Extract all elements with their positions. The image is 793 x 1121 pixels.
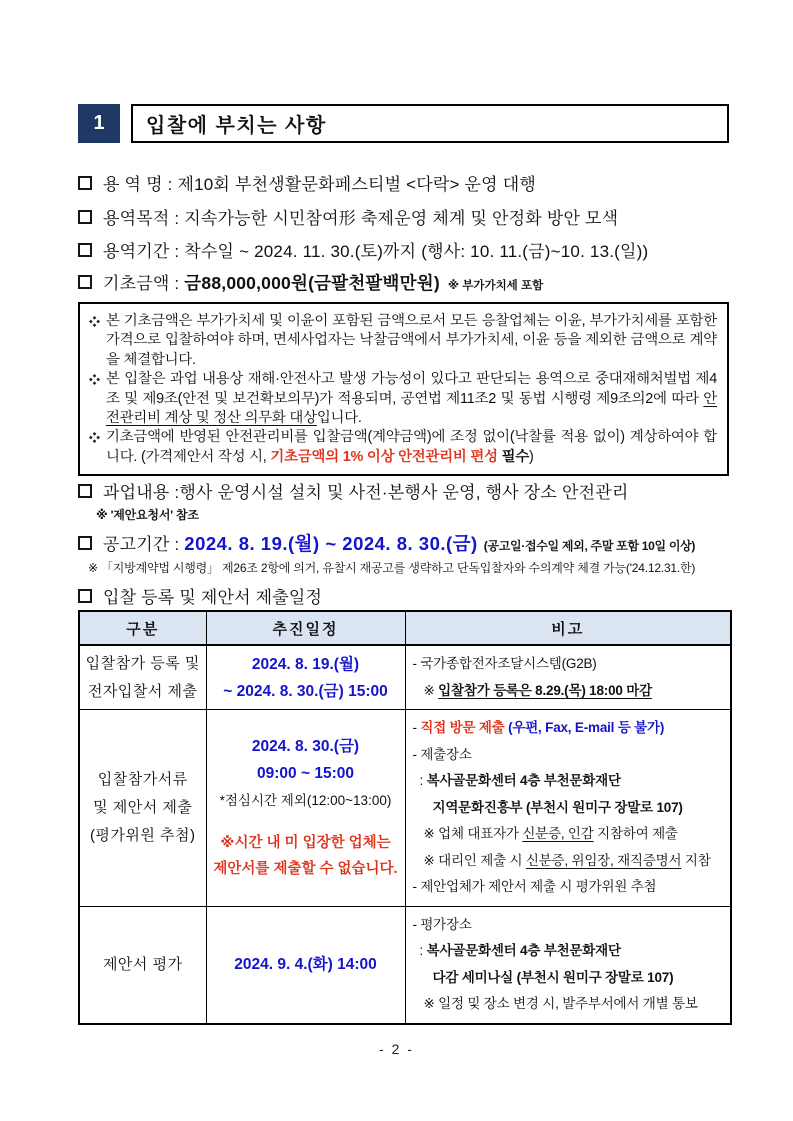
no-mail-note: (우편, Fax, E-mail 등 불가) [504, 720, 665, 735]
square-bullet-icon [78, 243, 92, 257]
required-documents: 신분증, 인감 [522, 826, 594, 841]
remark-line: - 제출장소 [412, 746, 472, 762]
notice-text-segment: 기초금액에 반영된 안전관리비를 입찰금액(계약금액)에 조정 없이(낙찰률 적용 없이) 계상하여야 합니다. (가격제안서 작성 시, [106, 429, 717, 465]
cell-category [79, 645, 206, 710]
square-bullet-icon [78, 589, 92, 603]
remark-line [413, 821, 727, 848]
notice-bold-segment: 필수 [497, 448, 530, 465]
cell-category [79, 906, 206, 1024]
cell-remark [405, 710, 731, 907]
remark-segment: 지참하여 제출 [593, 826, 678, 841]
late-entry-warning [208, 830, 404, 882]
notice-text [106, 428, 717, 467]
field-label: 용역목적 [103, 209, 170, 228]
warning-line: ※시간 내 미 입장한 업체는 [220, 835, 391, 852]
vat-note: ※ 부가가치세 포함 [447, 280, 544, 292]
schedule-table [78, 610, 732, 1025]
colon-marker: : [419, 773, 427, 788]
announcement-legal-note: ※ 「지방계약법 시행령」 제26조 2항에 의거, 유찰시 재공고를 생략하고 단독입찰자와 수의계약 체결 가능('24.12.31.한) [88, 561, 696, 575]
notice-box [78, 302, 729, 476]
field-service-name [78, 170, 778, 195]
submission-place: 복사골문화센터 4층 부천문화재단 [426, 773, 621, 788]
notice-text [106, 370, 717, 428]
dash-marker: - [412, 720, 421, 735]
field-separator: : [169, 535, 185, 554]
table-row-registration [79, 645, 731, 710]
notice-red-segment: 기초금액의 1% 이상 안전관리비 편성 [270, 448, 498, 465]
field-label: 기초금액 [103, 274, 170, 293]
announcement-suffix: (공고일·접수일 제외, 주말 포함 10일 이상) [483, 539, 696, 553]
col-header-category: 구분 [79, 611, 206, 645]
remark-line: - 평가장소 [412, 916, 472, 932]
notice-text-segment: 본 입찰은 과업 내용상 재해·안전사고 발생 가능성이 있다고 판단되는 용역으로 중대재해처벌법 제4조 및 제9조(안전 및 보건확보의무)가 적용되며, 공연법 제11조2 및 동법 시행령 제9조의2에 따라 [106, 371, 717, 407]
remark-line [413, 768, 727, 795]
cell-remark [405, 645, 731, 710]
field-separator: : [169, 483, 180, 502]
work-reference-note: ※ '제안요청서' 참조 [96, 508, 199, 522]
remark-line [413, 678, 727, 705]
evaluation-place: 복사골문화센터 4층 부천문화재단 [426, 943, 621, 958]
notice-text-segment: ) [529, 448, 534, 465]
reference-mark: ※ [423, 682, 439, 698]
field-label: 과업내용 [103, 483, 170, 502]
deadline-note: 입찰참가 등록은 8.29.(목) 18:00 마감 [438, 682, 652, 698]
field-value: 착수일 ~ 2024. 11. 30.(토)까지 (행사: 10. 11.(금)~10. 13.(일)) [184, 242, 649, 261]
square-bullet-icon [78, 210, 92, 224]
remark-segment: 지참 [681, 852, 711, 868]
field-label: 용역기간 [103, 242, 170, 261]
square-bullet-icon [78, 536, 92, 550]
category-line: 제안서 평가 [102, 955, 183, 973]
square-bullet-icon [78, 484, 92, 498]
remark-line [413, 965, 727, 992]
square-bullet-icon [78, 176, 92, 190]
diamond-bullet-icon [89, 374, 100, 385]
notice-underlined-segment: 안전관리비 계상 및 정산 의무화 대상 [106, 390, 717, 427]
remark-line [413, 938, 727, 965]
field-separator: : [169, 274, 185, 293]
notice-text: 본 기초금액은 부가가치세 및 이윤이 포함된 금액으로서 모든 응찰업체는 이윤, 부가가치세를 포함한 가격으로 입찰하여야 하며, 면세사업자는 낙찰금액에서 부가가치세, 이윤 등을 제외한 금액으로 계약을 체결합니다. [106, 313, 717, 368]
submission-place-address: 지역문화진흥부 (부천시 원미구 장말로 107) [432, 799, 683, 815]
remark-line: - 국가종합전자조달시스템(G2B) [412, 656, 597, 671]
field-separator: : [162, 175, 178, 194]
cell-remark [405, 906, 731, 1024]
proxy-required-documents: 신분증, 위임장, 재직증명서 [525, 852, 682, 868]
cell-schedule [206, 710, 405, 907]
colon-marker: : [419, 943, 427, 958]
evaluation-place-address: 다감 세미나실 (부천시 원미구 장말로 107) [432, 969, 674, 985]
announcement-dates: 2024. 8. 19.(월) ~ 2024. 8. 30.(금) [184, 533, 478, 554]
remark-line [413, 848, 727, 875]
schedule-date: 2024. 8. 19.(월) [251, 655, 360, 673]
diamond-bullet-icon [89, 432, 100, 443]
category-line: 입찰참가 등록 및 [85, 654, 200, 672]
lunch-break-note: *점심시간 제외(12:00~13:00) [219, 793, 392, 809]
base-amount-value: 금88,000,000원(금팔천팔백만원) [184, 273, 440, 293]
table-header-row [79, 611, 731, 645]
section-number-badge: 1 [78, 104, 120, 143]
field-base-amount [78, 269, 778, 295]
table-row-submission [79, 710, 731, 907]
field-value: 지속가능한 시민참여形 축제운영 체계 및 안정화 방안 모색 [184, 209, 619, 228]
field-value: 행사 운영시설 설치 및 사전·본행사 운영, 행사 장소 안전관리 [179, 483, 629, 502]
schedule-date: 2024. 9. 4.(화) 14:00 [234, 956, 377, 973]
remark-line [413, 715, 727, 742]
change-notice-line: ※ 일정 및 장소 변경 시, 발주부서에서 개별 통보 [423, 996, 698, 1011]
warning-line: 제안서를 제출할 수 없습니다. [213, 861, 398, 878]
section-header [78, 104, 729, 143]
schedule-date: ~ 2024. 8. 30.(금) 15:00 [223, 682, 388, 700]
category-line: 및 제안서 제출 [93, 798, 193, 816]
field-separator: : [169, 209, 185, 228]
square-bullet-icon [78, 275, 92, 289]
category-line: 입찰참가서류 [97, 770, 188, 788]
page-number: - 2 - [379, 1041, 414, 1057]
field-value: 제10회 부천생활문화페스티벌 <다락> 운영 대행 [177, 175, 536, 194]
cell-schedule [206, 645, 405, 710]
remark-line: - 제안업체가 제안서 제출 시 평가위원 추첨 [412, 879, 657, 894]
schedule-heading [78, 583, 778, 608]
notice-item [87, 428, 717, 467]
notice-text-segment: 입니다. [316, 410, 362, 427]
field-label: 공고기간 [103, 535, 170, 554]
notice-item [87, 370, 717, 428]
schedule-time: 09:00 ~ 15:00 [257, 765, 354, 783]
diamond-bullet-icon [89, 316, 100, 327]
field-separator: : [169, 242, 185, 261]
field-service-period [78, 237, 778, 262]
remark-line [413, 795, 727, 822]
remark-segment: ※ 업체 대표자가 [423, 826, 523, 841]
in-person-submission-note: 직접 방문 제출 [420, 720, 505, 735]
notice-item [87, 312, 717, 370]
section-title: 입찰에 부치는 사항 [131, 104, 729, 143]
schedule-date: 2024. 8. 30.(금) [251, 738, 360, 756]
category-line: 전자입찰서 제출 [87, 682, 198, 700]
field-announcement-period [78, 530, 778, 556]
col-header-remark: 비고 [405, 611, 731, 645]
table-row-evaluation [79, 906, 731, 1024]
col-header-schedule: 추진일정 [206, 611, 405, 645]
field-service-purpose [78, 204, 778, 229]
field-work-content [78, 478, 778, 503]
schedule-heading-label: 입찰 등록 및 제안서 제출일정 [103, 588, 323, 607]
cell-schedule [206, 906, 405, 1024]
remark-segment: ※ 대리인 제출 시 [423, 852, 526, 868]
category-line: (평가위원 추첨) [89, 826, 196, 844]
field-label: 용 역 명 [103, 175, 163, 194]
cell-category [79, 710, 206, 907]
